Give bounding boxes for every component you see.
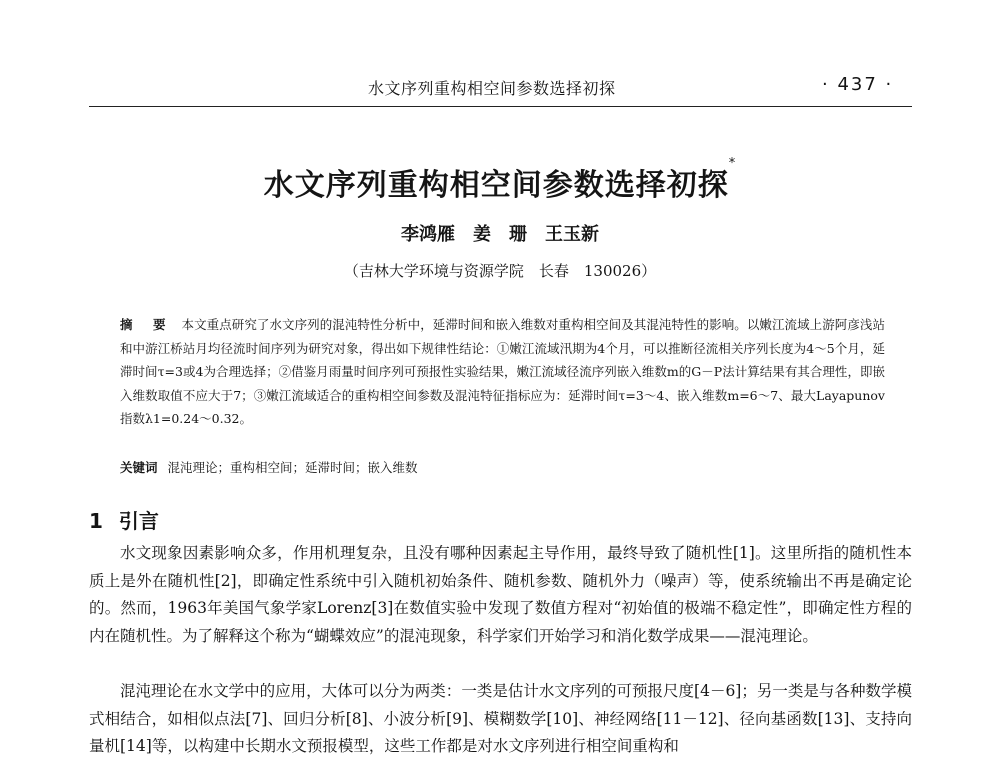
section-title: 引言: [118, 509, 159, 533]
page-number: · 437 ·: [822, 74, 894, 95]
title-footnote-mark: *: [728, 156, 737, 171]
header-rule: [89, 106, 912, 107]
body-paragraph: 水文现象因素影响众多，作用机理复杂，且没有哪种因素起主导作用，最终导致了随机性[1]。这里所指的随机性本质上是外在随机性[2]，即确定性系统中引入随机初始条件、随机参数、随机外力（噪声）等，使系统输出不再是确定论的。然而，1963年美国气象学家Lorenz[3]在数值实验中发现了数值方程对“初始值的极端不稳定性”，即确定性方程的内在随机性。为了解释这个称为“蝴蝶效应”的混沌现象，科学家们开始学习和消化数学成果——混沌理论。: [89, 544, 912, 645]
abstract-text: 本文重点研究了水文序列的混沌特性分析中，延滞时间和嵌入维数对重构相空间及其混沌特性的影响。以嫩江流域上游阿彦浅站和中游江桥站月均径流时间序列为研究对象，得出如下规律性结论：①嫩江流域汛期为4个月，可以推断径流相关序列长度为4～5个月，延滞时间τ=3或4为合理选择；②借鉴月雨量时间序列可预报性实验结果，嫩江流域径流序列嵌入维数m的G－P法计算结果有其合理性，即嵌入维数取值不应大于7；③嫩江流域适合的重构相空间参数及混沌特征指标应为：延滞时间τ=3～4、嵌入维数m=6～7、最大Layapunov指数λ1=0.24～0.32。: [120, 317, 885, 426]
section-heading: [89, 505, 159, 534]
paper-title: [0, 156, 1000, 204]
running-header-title: 水文序列重构相空间参数选择初探: [368, 79, 616, 98]
keywords: [120, 458, 418, 476]
abstract-label: 摘 要: [120, 317, 174, 332]
authors: 李鸿雁 姜 珊 王玉新: [401, 224, 599, 245]
affiliation: （吉林大学环境与资源学院 长春 130026）: [343, 262, 657, 280]
paper-title-text: 水文序列重构相空间参数选择初探: [263, 168, 729, 203]
abstract: [120, 313, 885, 431]
body-paragraph: 混沌理论在水文学中的应用，大体可以分为两类：一类是估计水文序列的可预报尺度[4－6]；另一类是与各种数学模式相结合，如相似点法[7]、回归分析[8]、小波分析[9]、模糊数学[10]、神经网络[11－12]、径向基函数[13]、支持向量机[14]等，以构建中长期水文预报模型，这些工作都是对水文序列进行相空间重构和: [89, 682, 912, 755]
keywords-label: 关键词: [120, 460, 158, 475]
keywords-text: 混沌理论；重构相空间；延滞时间；嵌入维数: [167, 460, 418, 475]
section-number: 1: [89, 509, 103, 533]
